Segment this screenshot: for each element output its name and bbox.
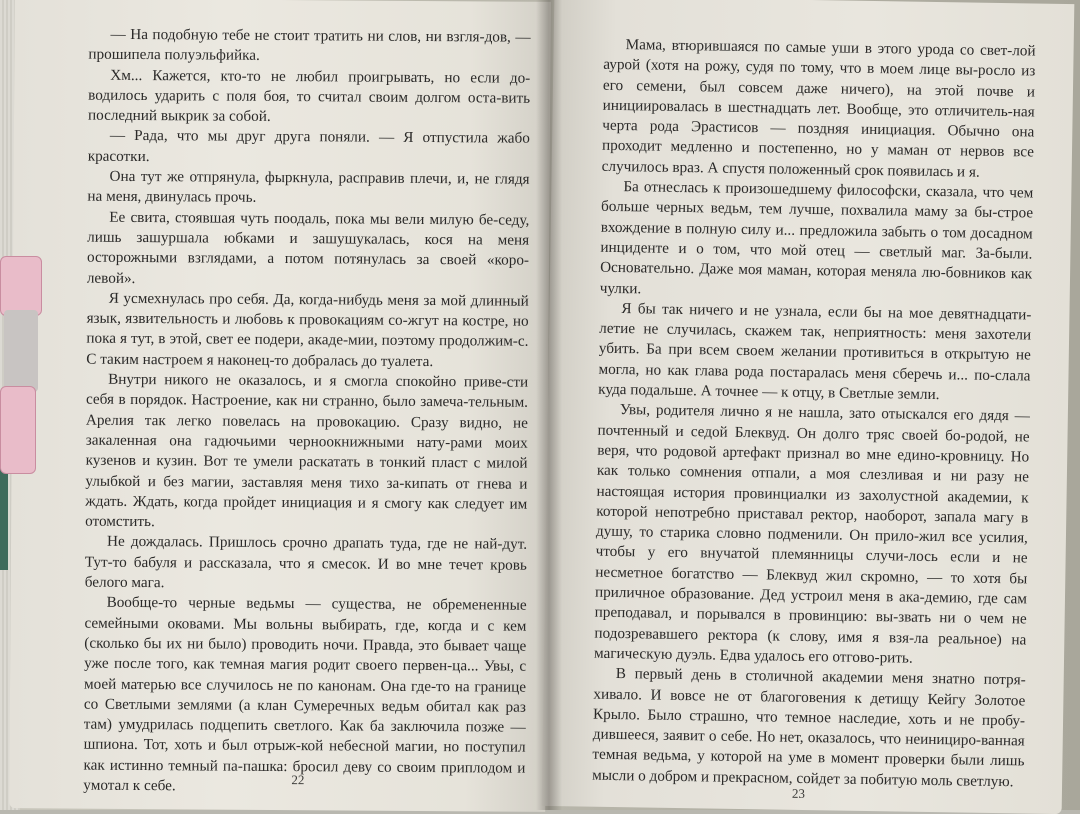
paragraph: — Рада, что мы друг друга поняли. — Я отпустила жабо красотки. [87, 127, 530, 165]
right-page-text [592, 35, 1036, 793]
page-number-right: 23 [791, 785, 806, 801]
page-number-left: 22 [291, 772, 305, 788]
left-page-text [83, 25, 530, 799]
clip-hinge [4, 310, 38, 392]
paragraph: Хм... Кажется, кто-то не любил проигрывать, но если до-водилось ударить с поля боя, то считал своим долгом оста-вить последний выкрик за собой. [87, 66, 531, 126]
paragraph: Мама, втюрившаяся по самые уши в этого урода со свет-лой аурой (хотя на рожу, судя по тому, что в моем лице вы-росло из его семени, был совсем даже ничего), на этой почве и инициировалась в шестнадцать лет. Вообще, это отличитель-ная черта рода Эрастисов — поздняя инициация. Обычно она проходит медленно и постепенно, но у маман от нервов все случилось враз. А спустя положенный срок появилась и я. [601, 36, 1036, 181]
paragraph: Внутри никого не оказалось, и я смогла спокойно приве-сти себя в порядок. Настроение, как ни странно, было замеча-тельным. Арелия так легко повелась на провокацию. Сразу видно, не закаленная она гадючьими черноокнижными нату-рами моих кузенов и кузин. Вот те умели раскатать в тонкий пласт с милой улыбкой и без магии, заставляя меня тихо за-кипать от гнева и ждать. Ждать, когда пройдет инициация и я смогу как следует им отомстить. [85, 370, 529, 531]
paragraph: Увы, родителя лично я не нашла, зато отыскался его дядя — почтенный и седой Блеквуд. Он долго тряс своей бо-родой, не веря, что родовой артефакт признал во мне едино-кровницу. Но как только сомнения отпали, а моя слезливая и ни разу не настоящая история провинциалки из захолустной академии, к которой непотребно приставал ректор, наоборот, запала магу в душу, то старика словно подменили. Он прило-жил все усилия, чтобы у его внучатой племянницы случи-лось если и не несметное богатство — Блеквуд жил скромно, — то хотя бы приличное образование. Дед устроил меня в ака-демию, где сам преподавал, и порывался в провинцию: вы-звать ни о чем не подозревавшего ректора (к слову, имя я взя-ла реальное) на магическую дуэль. Едва удалось его отгово-рить. [593, 401, 1030, 667]
clip-arm-top [0, 256, 42, 316]
book-gutter [536, 0, 562, 810]
paragraph: Вообще-то черные ведьмы — существа, не обремененные семейными оковами. Мы вольны выбирать, где, когда и с кем (сколько бы их ни было) проводить ночи. Правда, это бывает чаще уже после того, как темная магия родит своего первен-ца... Увы, с моей матерью все случилось не по канонам. Она где-то на границе со Светлыми землями (а клан Сумеречных ведьм обитал как раз там) умудрилась подцепить светлого. Как ба заключила позже — шпиона. Тот, хоть и был отрыж-кой небесной магии, но поступил как истинно темный па-пашка: бросил деву со своим приплодом и умотал к себе. [83, 594, 527, 795]
paragraph: Не дождалась. Пришлось срочно драпать туда, где не най-дут. Тут-то бабуля и рассказала, что я смесок. И во мне течет кровь белого мага. [84, 533, 528, 592]
paragraph: Я усмехнулась про себя. Да, когда-нибудь меня за мой длинный язык, язвительность и любовь к провокациям со-жгут на костре, но пока я тут, в этой, свет ее подери, акаде-мии, поэтому продолжим-с. С таким настроем я наконец-то добралась до туалета. [86, 289, 529, 370]
paragraph: Ба отнеслась к произошедшему философски, сказала, что чем больше черных ведьм, тем лучше, похвалила маму за бы-строе вхождение в полную силу и... предложила забыть о том досадном инциденте и о том, что мой отец — светлый маг. За-были. Основательно. Даже моя маман, которая меняла лю-бовников как чулки. [599, 178, 1034, 297]
paragraph: Я бы так ничего и не узнала, если бы на мое девятнадцати-летие не случилась, скажем так, неприятность: меня захотели убить. Ба при всем своем желании противиться в открытую не могла, но как глава рода постаралась меня сберечь и... по-слала куда подальше. А точнее — к отцу, в Светлые земли. [598, 299, 1032, 404]
paragraph: — На подобную тебе не стоит тратить ни слов, ни взгля-дов, — прошипела полуэльфийка. [88, 25, 531, 65]
book-cover-edge [0, 460, 8, 570]
right-page [542, 0, 1075, 814]
paragraph: Она тут же отпрянула, фыркнула, расправив плечи, и, не глядя на меня, двинулась прочь. [87, 167, 530, 207]
paragraph: В первый день в столичной академии меня знатно потря-хивало. И вовсе не от благоговения к детищу Кейгу Золотое Крыло. Было страшно, что темное наследие, хоть и не пробу-дившееся, заявит о себе. Но нет, оказалось, что неинициро-ванная темная ведьма, у которой на уме в момент проверки были лишь мысли о добром и прекрасном, сойдет за побитую моль светлую. [592, 665, 1026, 790]
paragraph: Ее свита, стоявшая чуть поодаль, пока мы вели милую бе-седу, лишь зашуршала юбками и зашушукалась, кося на меня осторожными взглядами, а потом потянулась за своей «коро-левой». [86, 208, 530, 287]
clip-arm-bottom [0, 386, 36, 474]
left-page [9, 0, 551, 812]
pink-page-clip [0, 256, 46, 476]
